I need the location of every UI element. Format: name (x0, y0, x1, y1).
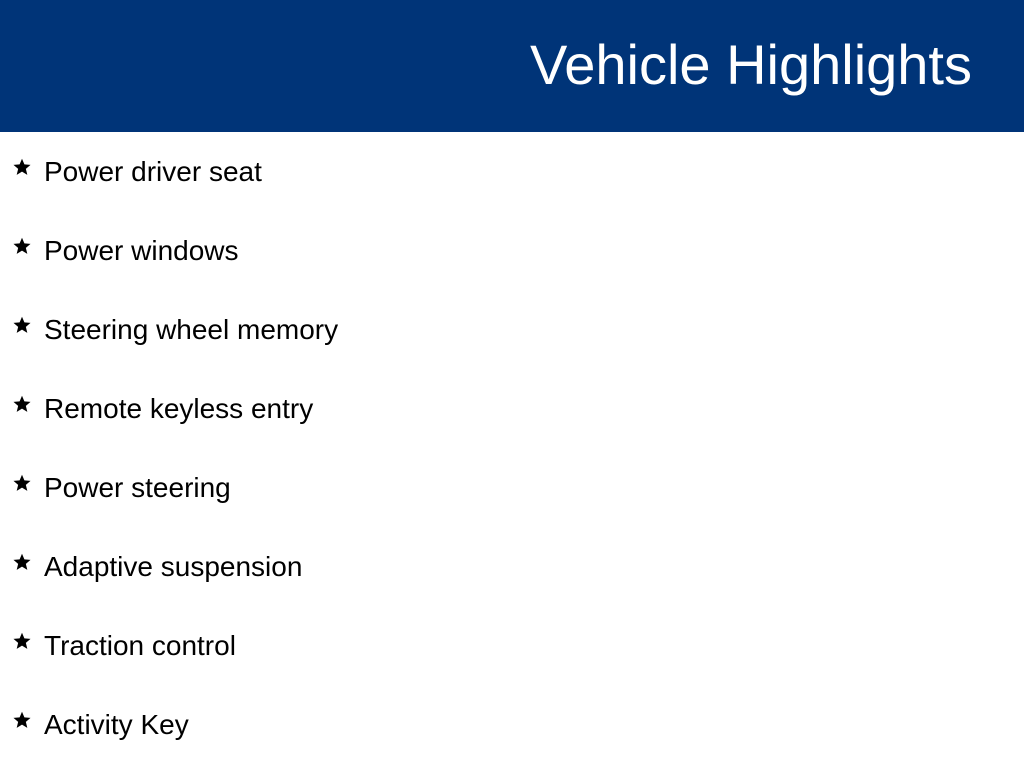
star-icon (11, 314, 33, 336)
list-item-label: Adaptive suspension (44, 551, 303, 582)
page-title: Vehicle Highlights (529, 33, 972, 96)
star-icon (11, 393, 33, 415)
list-item-label: Remote keyless entry (44, 393, 314, 424)
list-item-label: Traction control (44, 630, 236, 661)
star-icon (11, 630, 33, 652)
star-icon (11, 551, 33, 573)
star-icon (11, 709, 33, 731)
star-icon (11, 156, 33, 178)
list-item-label: Steering wheel memory (44, 314, 339, 345)
list-item-label: Power windows (44, 235, 239, 266)
list-item (0, 624, 1024, 703)
list-item (0, 308, 1024, 387)
list-item-label: Activity Key (44, 709, 189, 740)
highlights-list (0, 150, 1024, 782)
header-banner (0, 0, 1024, 132)
list-item-label: Power driver seat (44, 156, 262, 187)
list-item (0, 229, 1024, 308)
star-icon (11, 472, 33, 494)
list-item (0, 466, 1024, 545)
list-item (0, 387, 1024, 466)
list-item (0, 703, 1024, 782)
list-item-label: Power steering (44, 472, 231, 503)
star-icon (11, 235, 33, 257)
list-item (0, 150, 1024, 229)
list-item (0, 545, 1024, 624)
